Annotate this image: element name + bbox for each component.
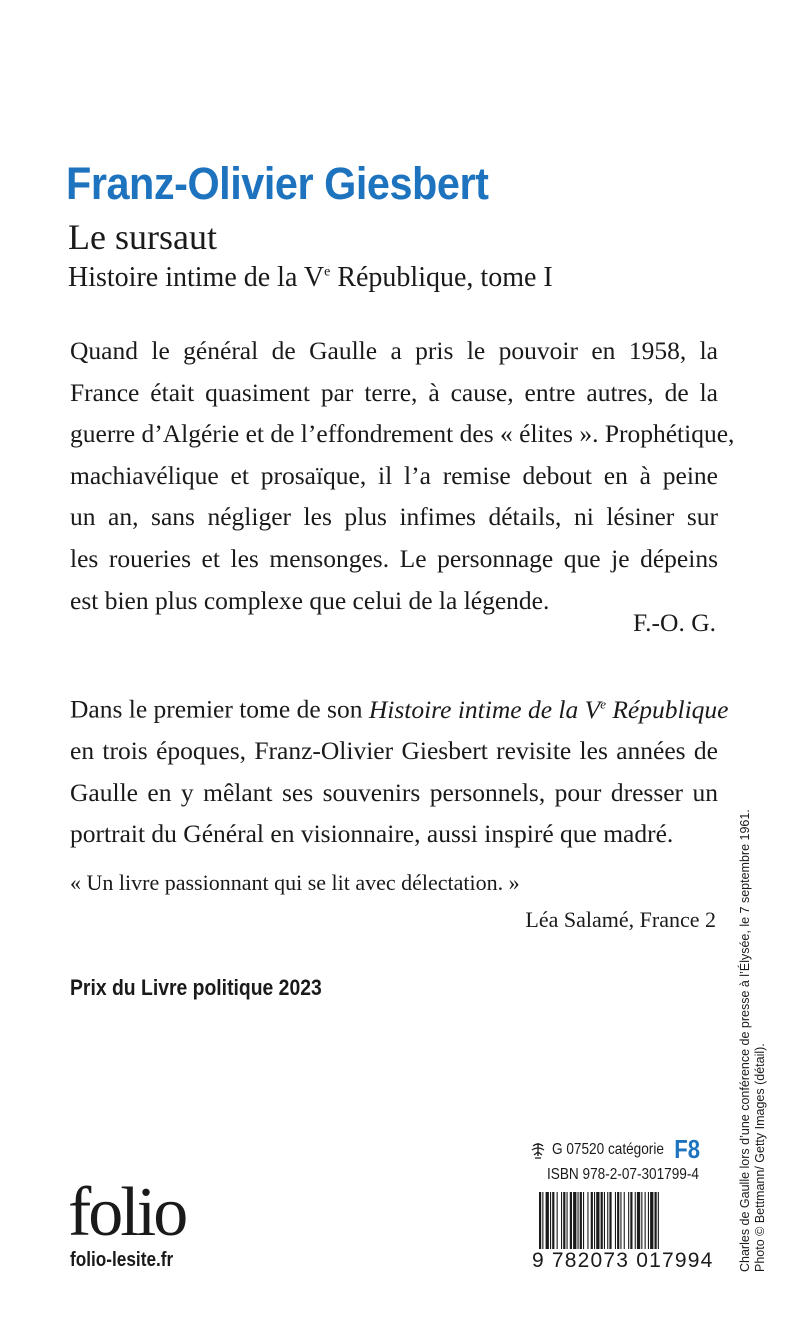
publisher-emblem-icon — [530, 1141, 546, 1159]
description-line: Gaulle en y mêlant ses souvenirs personnels, pour dresser un — [70, 777, 718, 807]
quote-line: machiavélique et prosaïque, il l’a remise debout en à peine — [70, 460, 718, 490]
author-quote — [70, 330, 735, 621]
photo-credit — [738, 809, 768, 1272]
product-code-line — [530, 1134, 702, 1165]
subtitle-text-end: République, tome I — [330, 262, 553, 293]
book-description — [70, 683, 729, 855]
barcode-digits: 9 782073 017994 — [532, 1249, 714, 1272]
product-code — [552, 1141, 664, 1159]
description-superscript: e — [600, 696, 606, 711]
category-label: catégorie — [607, 1140, 664, 1158]
quote-signature: F.-O. G. — [633, 608, 716, 637]
description-text: Dans le premier tome de son — [70, 694, 369, 724]
quote-line: les roueries et les mensonges. Le personnage que je dépeins — [70, 543, 718, 573]
description-italic-text-end: République — [605, 694, 729, 724]
description-italic-title — [369, 695, 729, 724]
quote-line: est bien plus complexe que celui de la légende. — [70, 585, 550, 615]
quote-line: guerre d’Algérie et de l’effondrement des « élites ». Prophétique, — [70, 419, 735, 449]
product-code-number: G 07520 — [552, 1140, 605, 1158]
review-attribution: Léa Salamé, France 2 — [525, 907, 716, 932]
photo-credit-line: Charles de Gaulle lors d’une conférence de presse à l’Élysée, le 7 septembre 1961. — [738, 809, 752, 1272]
author-name: Franz-Olivier Giesbert — [66, 158, 489, 209]
subtitle-superscript: e — [324, 264, 331, 280]
book-subtitle — [68, 262, 553, 294]
book-title: Le sursaut — [68, 217, 217, 257]
review-quote: « Un livre passionnant qui se lit avec délectation. » — [70, 870, 520, 895]
description-line — [70, 683, 729, 730]
quote-line: un an, sans négliger les plus infimes détails, ni lésiner sur — [70, 502, 718, 532]
publisher-website: folio-lesite.fr — [70, 1249, 174, 1271]
price-category-code: F8 — [673, 1134, 700, 1164]
folio-logo: folio — [68, 1174, 186, 1251]
prize-label: Prix du Livre politique 2023 — [70, 975, 322, 1000]
quote-line: Quand le général de Gaulle a pris le pouvoir en 1958, la — [70, 336, 718, 365]
description-line: en trois époques, Franz-Olivier Giesbert revisite les années de — [70, 736, 718, 766]
description-line: portrait du Général en visionnaire, aussi inspiré que madré. — [70, 819, 674, 849]
subtitle-text: Histoire intime de la V — [68, 262, 325, 293]
isbn-number: ISBN 978-2-07-301799-4 — [547, 1166, 699, 1183]
description-italic-text: Histoire intime de la V — [368, 694, 601, 724]
quote-line: France était quasiment par terre, à cause, entre autres, de la — [70, 377, 718, 407]
photo-credit-line: Photo © Bettmann/ Getty Images (détail). — [753, 1043, 767, 1272]
